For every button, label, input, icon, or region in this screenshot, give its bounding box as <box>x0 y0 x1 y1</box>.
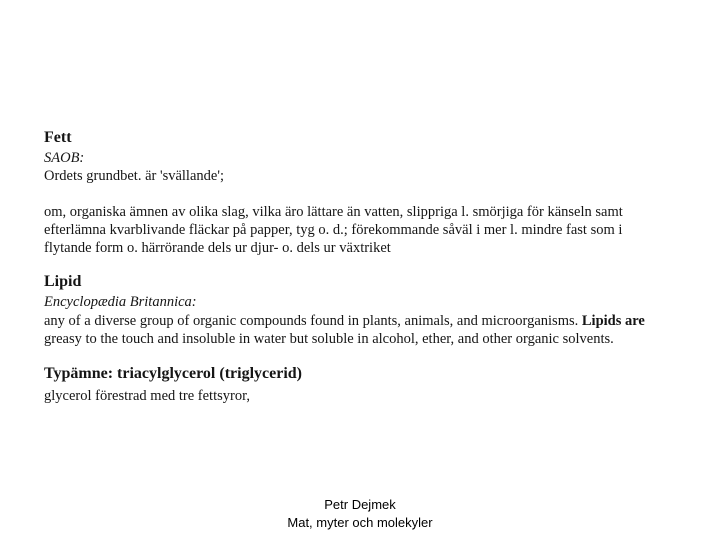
lipid-line-1 <box>44 313 645 330</box>
source-britannica: Encyclopædia Britannica: <box>44 294 197 310</box>
footer-author: Petr Dejmek <box>324 497 396 512</box>
heading-lipid: Lipid <box>44 273 82 290</box>
slide-footer <box>0 496 720 532</box>
fett-line-3: efterlämna kvarblivande fläckar på papper, tyg o. d.; förekommande såväl i mer l. mindre fast som i <box>44 222 623 238</box>
fett-line-1: Ordets grundbet. är 'svällande'; <box>44 168 224 184</box>
typamne-line-1: glycerol förestrad med tre fettsyror, <box>44 388 250 404</box>
lipid-term: Lipids <box>581 313 622 329</box>
lipid-line-1-end: are <box>621 313 645 329</box>
heading-fett: Fett <box>44 129 72 146</box>
fett-line-2: om, organiska ämnen av olika slag, vilka äro lättare än vatten, slippriga l. smörjiga för känseln samt <box>44 204 623 220</box>
source-saob: SAOB: <box>44 150 85 166</box>
lipid-line-1-text: any of a diverse group of organic compounds found in plants, animals, and microorganisms. <box>44 313 582 329</box>
lipid-line-2: greasy to the touch and insoluble in water but soluble in alcohol, ether, and other organic solvents. <box>44 331 614 347</box>
fett-line-4: flytande form o. härrörande dels ur djur- o. dels ur växtriket <box>44 240 391 256</box>
heading-typamne: Typämne: triacylglycerol (triglycerid) <box>44 365 302 382</box>
footer-subtitle: Mat, myter och molekyler <box>287 515 433 530</box>
